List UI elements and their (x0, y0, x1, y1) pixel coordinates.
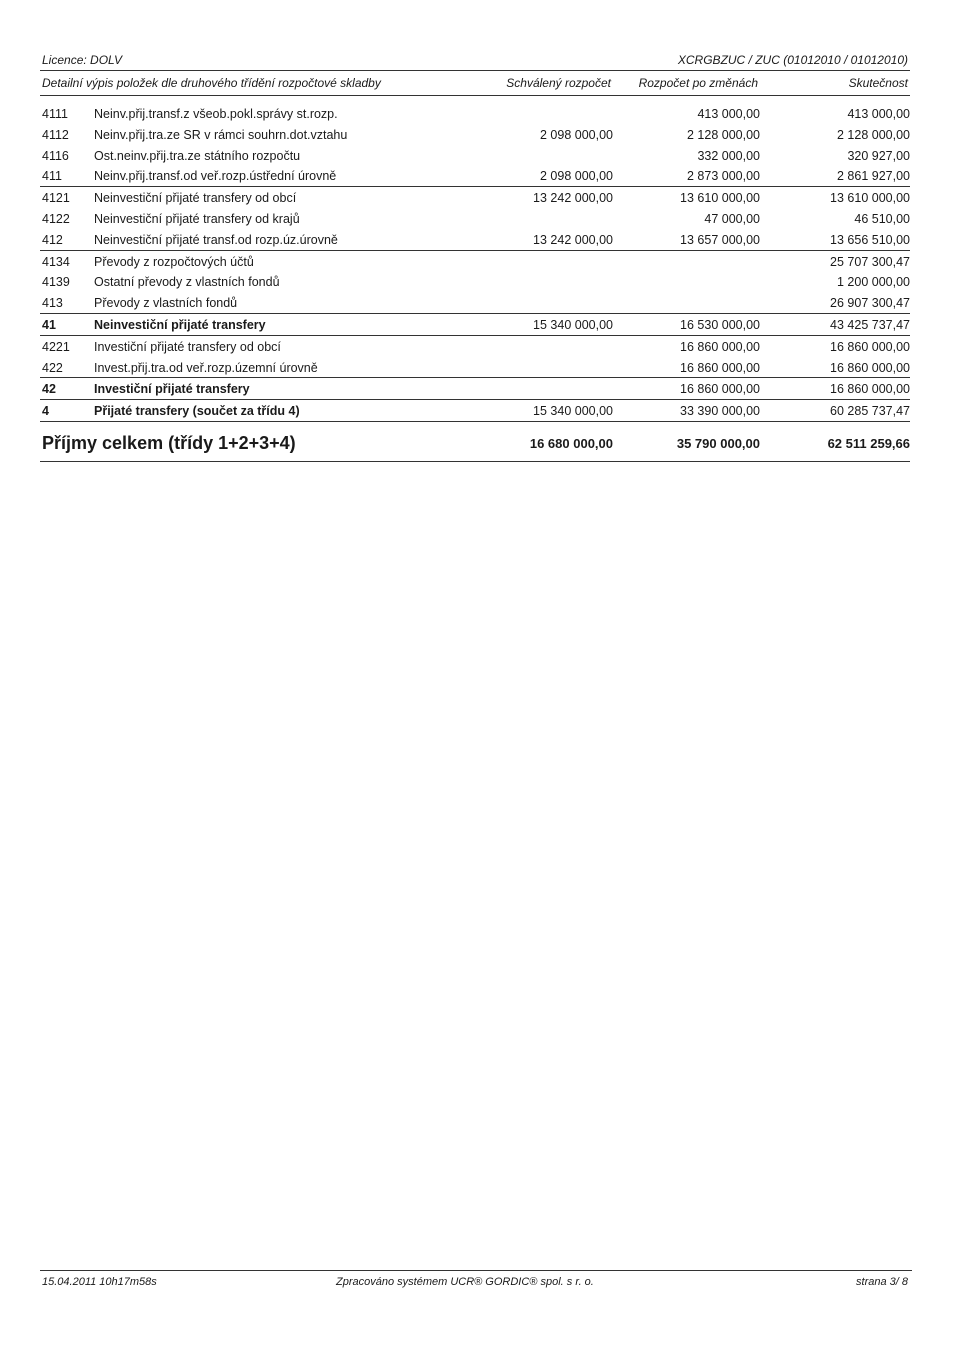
report-code: XCRGBZUC / ZUC (01012010 / 01012010) (677, 53, 908, 67)
after-changes-value: 413 000,00 (697, 107, 760, 121)
grand-total-label: Příjmy celkem (třídy 1+2+3+4) (42, 433, 296, 453)
item-code: 411 (42, 169, 62, 184)
col-header-actual: Skutečnost (848, 76, 908, 90)
actual-value: 2 861 927,00 (837, 169, 910, 184)
after-changes-value: 16 530 000,00 (680, 317, 760, 332)
grand-total-actual: 62 511 259,66 (827, 436, 910, 451)
after-changes-value: 16 860 000,00 (680, 339, 760, 354)
budget-table (40, 103, 910, 422)
item-name: Převody z vlastních fondů (94, 296, 238, 311)
subtotal-row (40, 165, 910, 187)
report-header (42, 53, 908, 69)
after-changes-value: 16 860 000,00 (680, 360, 760, 375)
approved-value: 15 340 000,00 (533, 404, 613, 419)
actual-value: 1 200 000,00 (837, 275, 910, 290)
item-code: 4116 (42, 148, 69, 163)
item-name: Přijaté transfery (součet za třídu 4) (94, 404, 300, 419)
after-changes-value: 332 000,00 (697, 148, 760, 163)
after-changes-value: 13 657 000,00 (680, 232, 760, 247)
item-code: 4111 (42, 107, 68, 121)
item-code: 4121 (42, 191, 70, 206)
item-code: 4112 (42, 127, 69, 142)
item-name: Neinv.přij.transf.od veř.rozp.ústřední úrovně (94, 169, 337, 184)
item-name: Investiční přijaté transfery (94, 382, 250, 397)
approved-value: 15 340 000,00 (533, 317, 613, 332)
subtotal-row (40, 229, 910, 251)
class-total-row (40, 400, 910, 422)
after-changes-value: 2 128 000,00 (687, 127, 760, 142)
actual-value: 60 285 737,47 (830, 404, 910, 419)
item-name: Investiční přijaté transfery od obcí (94, 339, 281, 354)
approved-value: 2 098 000,00 (540, 127, 613, 142)
actual-value: 413 000,00 (847, 107, 910, 121)
actual-value: 25 707 300,47 (830, 254, 910, 269)
table-row (40, 208, 910, 229)
print-timestamp: 15.04.2011 10h17m58s (42, 1276, 157, 1288)
actual-value: 16 860 000,00 (830, 360, 910, 375)
item-code: 422 (42, 360, 63, 375)
col-header-after-changes: Rozpočet po změnách (638, 76, 758, 90)
item-code: 4122 (42, 211, 70, 226)
column-headers (42, 76, 908, 92)
item-name: Převody z rozpočtových účtů (94, 254, 254, 269)
item-name: Neinvestiční přijaté transfery (94, 317, 266, 332)
table-row (40, 145, 910, 166)
item-code: 41 (42, 317, 56, 332)
actual-value: 320 927,00 (847, 148, 910, 163)
approved-value: 2 098 000,00 (540, 169, 613, 184)
item-code: 4139 (42, 275, 70, 290)
approved-value: 13 242 000,00 (533, 191, 613, 206)
group-total-row (40, 378, 910, 400)
item-code: 4134 (42, 254, 70, 269)
actual-value: 26 907 300,47 (830, 296, 910, 311)
system-credit: Zpracováno systémem UCR® GORDIC® spol. s r. o. (336, 1276, 594, 1288)
item-name: Neinvestiční přijaté transfery od obcí (94, 191, 297, 206)
item-name: Invest.přij.tra.od veř.rozp.územní úrovně (94, 360, 318, 375)
item-code: 42 (42, 382, 56, 397)
grand-total-approved: 16 680 000,00 (529, 436, 613, 451)
item-name: Ostatní převody z vlastních fondů (94, 275, 280, 290)
item-code: 412 (42, 232, 63, 247)
after-changes-value: 2 873 000,00 (687, 169, 760, 184)
column-header-divider (40, 95, 910, 96)
licence-label: Licence: DOLV (42, 53, 123, 67)
item-code: 4221 (42, 339, 70, 354)
subtotal-row (40, 357, 910, 379)
actual-value: 16 860 000,00 (830, 382, 910, 397)
table-row (40, 124, 910, 145)
grand-total-row (40, 431, 910, 462)
item-name: Neinvestiční přijaté transf.od rozp.úz.úrovně (94, 232, 338, 247)
item-name: Neinvestiční přijaté transfery od krajů (94, 211, 300, 226)
subtotal-row (40, 292, 910, 314)
after-changes-value: 33 390 000,00 (680, 404, 760, 419)
page-footer (42, 1276, 908, 1290)
table-row (40, 187, 910, 208)
table-row (40, 251, 910, 272)
actual-value: 13 610 000,00 (830, 191, 910, 206)
grand-total-after-changes: 35 790 000,00 (676, 436, 760, 451)
item-name: Neinv.přij.tra.ze SR v rámci souhrn.dot.vztahu (94, 127, 348, 142)
col-header-approved: Schválený rozpočet (506, 76, 611, 90)
table-row (40, 103, 910, 124)
after-changes-value: 47 000,00 (704, 211, 760, 226)
actual-value: 43 425 737,47 (830, 317, 910, 332)
actual-value: 16 860 000,00 (830, 339, 910, 354)
header-divider (40, 70, 910, 71)
page-number: strana 3/ 8 (856, 1276, 908, 1288)
group-total-row (40, 314, 910, 336)
item-name: Neinv.přij.transf.z všeob.pokl.správy st.rozp. (94, 107, 338, 121)
actual-value: 46 510,00 (854, 211, 910, 226)
report-description: Detailní výpis položek dle druhového třídění rozpočtové skladby (42, 76, 381, 90)
table-row (40, 271, 910, 292)
footer-divider (40, 1270, 912, 1271)
approved-value: 13 242 000,00 (533, 232, 613, 247)
table-row (40, 336, 910, 357)
after-changes-value: 13 610 000,00 (680, 191, 760, 206)
item-code: 4 (42, 404, 49, 419)
item-code: 413 (42, 296, 63, 311)
item-name: Ost.neinv.přij.tra.ze státního rozpočtu (94, 148, 301, 163)
actual-value: 2 128 000,00 (837, 127, 910, 142)
actual-value: 13 656 510,00 (830, 232, 910, 247)
after-changes-value: 16 860 000,00 (680, 382, 760, 397)
